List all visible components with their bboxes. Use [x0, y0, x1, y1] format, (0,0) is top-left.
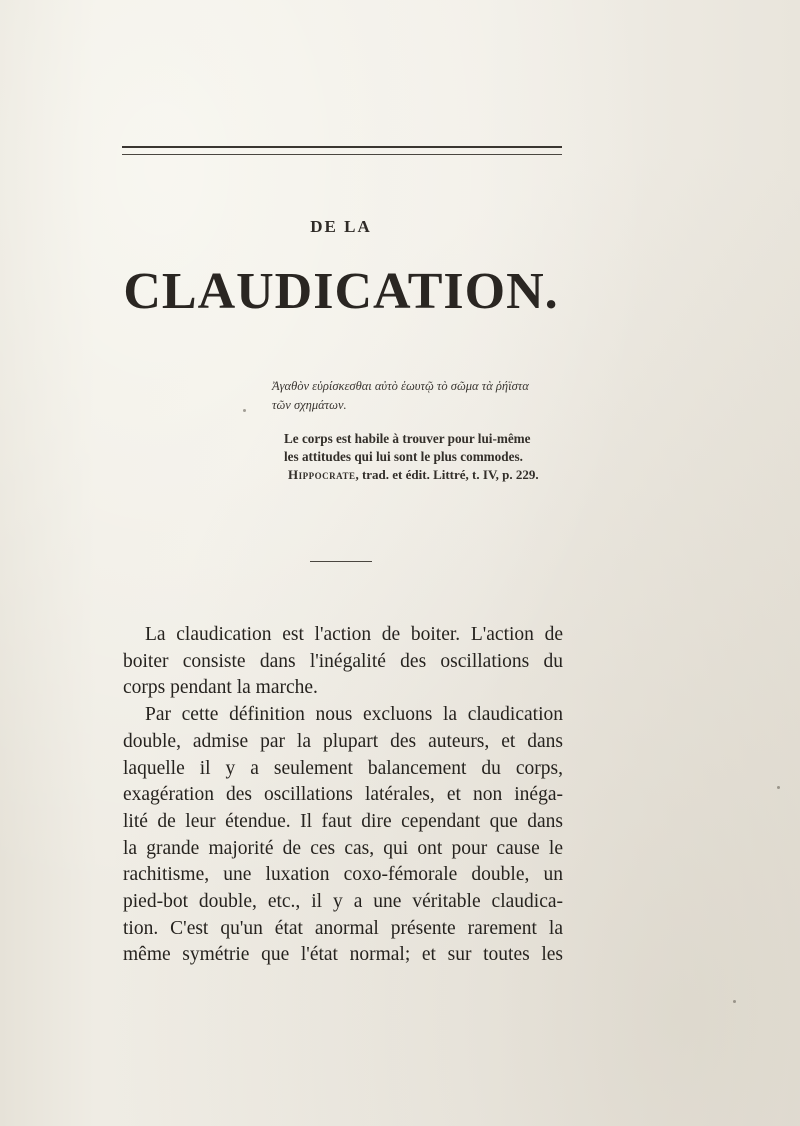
body-line: Par cette définition nous excluons la claudication: [145, 704, 563, 726]
body-line: exagération des oscillations latérales, et non inéga-: [123, 784, 563, 806]
body-line: corps pendant la marche.: [123, 677, 318, 699]
citation-author: Hippocrate: [288, 467, 356, 482]
epigraph-citation: [288, 467, 539, 483]
epigraph-french: [284, 430, 564, 466]
paper-speck: [733, 1000, 736, 1003]
paper-speck: [777, 786, 780, 789]
epigraph-greek: [272, 377, 572, 415]
body-line: tion. C'est qu'un état anormal présente rarement la: [123, 917, 563, 939]
body-line: pied-bot double, etc., il y a une véritable claudica-: [123, 891, 563, 913]
epigraph-greek-line-2: τῶν σχημάτων.: [272, 398, 347, 412]
epigraph-greek-line-1: Ἀγαθὸν εὑρίσκεσθαι αὐτὸ ἑωυτῷ τὸ σῶμα τὰ ῥήϊστα: [272, 379, 529, 393]
body-line: rachitisme, une luxation coxo-fémorale double, un: [123, 864, 563, 886]
chapter-title: CLAUDICATION.: [123, 263, 559, 320]
body-line: même symétrie que l'état normal; et sur toutes les: [123, 944, 563, 966]
header-double-rule: [122, 146, 562, 155]
epigraph-french-line-2: les attitudes qui lui sont le plus commodes.: [284, 449, 523, 464]
body-line: double, admise par la plupart des auteurs, et dans: [123, 730, 563, 752]
paper-speck: [243, 409, 246, 412]
body-line: laquelle il y a seulement balancement du corps,: [123, 757, 563, 779]
section-separator-rule: [310, 561, 372, 562]
body-line: La claudication est l'action de boiter. L'action de: [145, 624, 563, 645]
epigraph-french-line-1: Le corps est habile à trouver pour lui-même: [284, 431, 531, 446]
citation-source: , trad. et édit. Littré, t. IV, p. 229.: [355, 467, 539, 482]
body-line: lité de leur étendue. Il faut dire cependant que dans: [123, 810, 563, 832]
body-text: [123, 622, 563, 969]
body-line: la grande majorité de ces cas, qui ont pour cause le: [123, 837, 563, 859]
chapter-pre-title: DE LA: [310, 217, 372, 236]
body-line: boiter consiste dans l'inégalité des oscillations du: [123, 650, 563, 672]
